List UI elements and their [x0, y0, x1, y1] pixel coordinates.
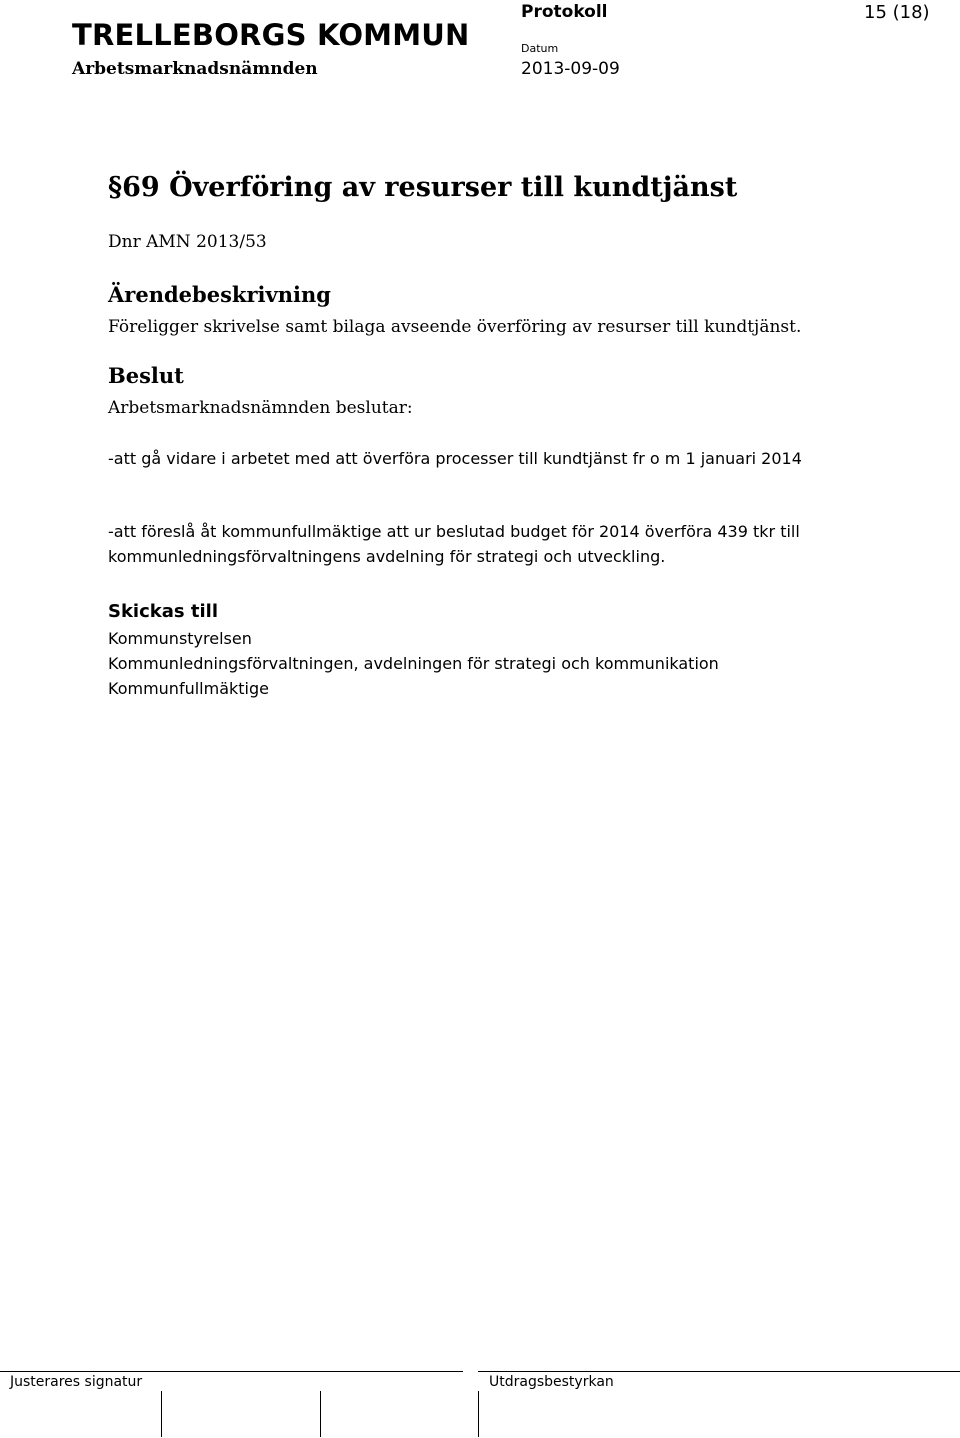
page-number: 15 (18) — [864, 2, 930, 23]
signature-box-divider — [478, 1391, 479, 1437]
skickas-heading: Skickas till — [108, 601, 218, 622]
extract-label: Utdragsbestyrkan — [489, 1374, 614, 1390]
document-type: Protokoll — [521, 2, 608, 22]
recipient-item: Kommunledningsförvaltningen, avdelningen för strategi och kommunikation — [108, 654, 719, 673]
date-value: 2013-09-09 — [521, 59, 620, 79]
recipient-item: Kommunfullmäktige — [108, 679, 269, 698]
beslut-heading: Beslut — [108, 363, 184, 388]
beslut-point-1: -att gå vidare i arbetet med att överföra processer till kundtjänst fr o m 1 januari 2014 — [108, 449, 802, 468]
diary-number: Dnr AMN 2013/53 — [108, 232, 267, 252]
committee-name: Arbetsmarknadsnämnden — [72, 59, 318, 79]
footer-divider-left — [0, 1371, 463, 1372]
arende-heading: Ärendebeskrivning — [108, 282, 331, 307]
signature-box-divider — [320, 1391, 321, 1437]
recipient-item: Kommunstyrelsen — [108, 629, 252, 648]
arende-text: Föreligger skrivelse samt bilaga avseende överföring av resurser till kundtjänst. — [108, 317, 802, 337]
signature-label: Justerares signatur — [10, 1374, 143, 1390]
signature-box-divider — [161, 1391, 162, 1437]
organization-name: TRELLEBORGS KOMMUN — [72, 18, 470, 52]
beslut-intro: Arbetsmarknadsnämnden beslutar: — [108, 398, 413, 418]
section-title: §69 Överföring av resurser till kundtjänst — [108, 172, 738, 203]
footer-divider-right — [478, 1371, 960, 1372]
beslut-point-2: -att föreslå åt kommunfullmäktige att ur beslutad budget för 2014 överföra 439 tkr till kommunledningsförvaltningens avdelning för strategi och utveckling. — [108, 522, 800, 566]
date-label: Datum — [521, 42, 559, 55]
